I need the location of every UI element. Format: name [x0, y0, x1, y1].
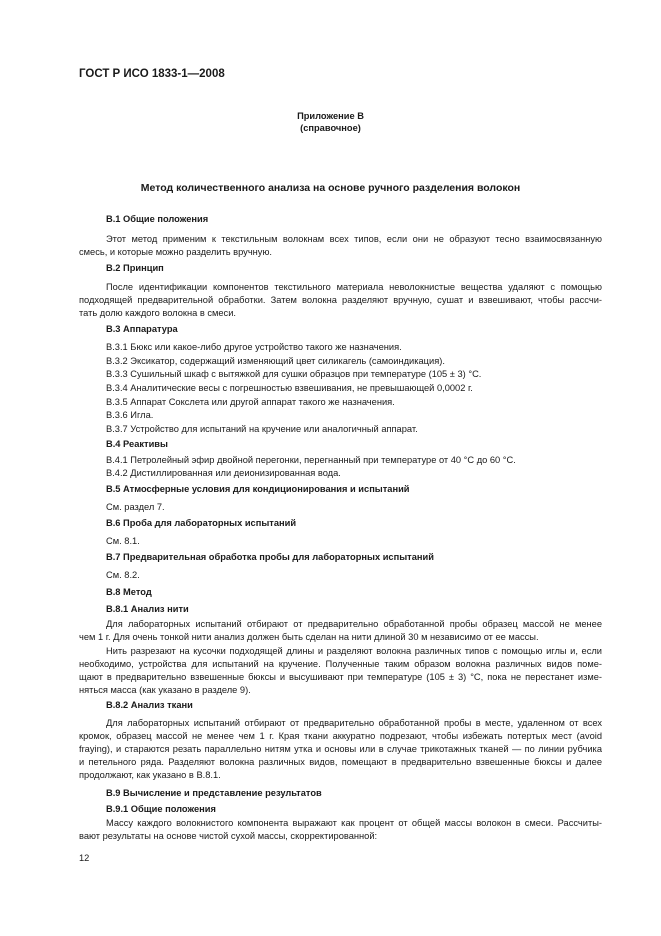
- subsection-heading: В.9.1 Общие положения: [106, 804, 216, 814]
- paragraph-line: Для лабораторных испытаний отбирают от предварительно обработанной пробы в месте, удаленном от всех: [106, 718, 602, 728]
- list-item: В.3.4 Аналитические весы с погрешностью взвешивания, не превышающей 0,0002 г.: [106, 383, 473, 393]
- section-heading: В.3 Аппаратура: [106, 324, 178, 334]
- section-heading: В.1 Общие положения: [106, 214, 209, 224]
- list-item: В.3.1 Бюкс или какое-либо другое устройство такого же назначения.: [106, 342, 402, 352]
- reference-text: См. 8.1.: [106, 536, 140, 546]
- paragraph-line: Для лабораторных испытаний отбирают от предварительно обработанной пробы образец массой не менее: [106, 619, 602, 629]
- paragraph-line: подходящей предварительной обработки. Затем волокна разделяют вручную, сушат и взвешивают, чтобы рассчи-: [79, 295, 602, 305]
- paragraph-line: необходимо, устройства для испытаний на кручение. Полученные таким образом волокна различных видов поме-: [79, 659, 602, 669]
- list-item: В.3.3 Сушильный шкаф с вытяжкой для сушки образцов при температуре (105 ± 3) °С.: [106, 369, 482, 379]
- annex-title: Приложение В: [297, 111, 364, 121]
- paragraph-line: щают в предварительно взвешенные бюксы и высушивают при температуре (105 ± 3) °С, пока не перестанет изме-: [79, 672, 602, 682]
- list-item: В.4.2 Дистиллированная или деионизированная вода.: [106, 468, 341, 478]
- paragraph-line: Массу каждого волокнистого компонента выражают как процент от общей массы волокон в смеси. Рассчиты-: [106, 818, 602, 828]
- paragraph-line: чем 1 г. Для очень тонкой нити анализ должен быть сделан на нити длиной 30 м независимо от ее массы.: [79, 632, 539, 642]
- document-title: Метод количественного анализа на основе ручного разделения волокон: [140, 182, 521, 194]
- paragraph-line: После идентификации компонентов текстильного материала неволокнистые вещества удаляют с помощью: [106, 282, 602, 292]
- annex-subtitle: (справочное): [300, 123, 361, 133]
- paragraph-line: Нить разрезают на кусочки подходящей длины и разделяют волокна различных типов с помощью иглы и, если: [106, 646, 602, 656]
- document-id-header: ГОСТ Р ИСО 1833-1—2008: [79, 68, 225, 80]
- paragraph-line: кромок, образец массой не менее чем 1 г. Края ткани аккуратно подрезают, чтобы избежать потертых мест (avoid: [79, 731, 602, 741]
- reference-text: См. 8.2.: [106, 570, 140, 580]
- section-heading: В.7 Предварительная обработка пробы для лабораторных испытаний: [106, 552, 434, 562]
- paragraph-line: и петельного ряда. Разделяют волокна различных видов, помещают в предварительно взвешенные бюксы и далее: [79, 757, 602, 767]
- reference-text: См. раздел 7.: [106, 502, 165, 512]
- section-heading: В.9 Вычисление и представление результатов: [106, 788, 322, 798]
- paragraph-line: вают результаты на основе чистой сухой массы, скорректированной:: [79, 831, 378, 841]
- section-heading: В.4 Реактивы: [106, 439, 168, 449]
- section-heading: В.5 Атмосферные условия для кондиционирования и испытаний: [106, 484, 410, 494]
- page-number: 12: [79, 853, 90, 863]
- list-item: В.3.6 Игла.: [106, 410, 154, 420]
- paragraph-line: тать долю каждого волокна в смеси.: [79, 308, 236, 318]
- paragraph-line: fraying), и стараются резать параллельно нитям утка и основы или в случае трикотажных тканей — по линии рубчика: [79, 744, 602, 754]
- section-heading: В.6 Проба для лабораторных испытаний: [106, 518, 297, 528]
- subsection-heading: В.8.2 Анализ ткани: [106, 700, 193, 710]
- paragraph-line: Этот метод применим к текстильным волокнам всех типов, если они не образуют тесно взаимосвязанную: [106, 234, 602, 244]
- list-item: В.3.5 Аппарат Сокслета или другой аппарат такого же назначения.: [106, 397, 395, 407]
- list-item: В.3.7 Устройство для испытаний на кручение или аналогичный аппарат.: [106, 424, 418, 434]
- paragraph-line: продолжают, как указано в В.8.1.: [79, 770, 221, 780]
- paragraph-line: няться масса (как указано в разделе 9).: [79, 685, 251, 695]
- paragraph-line: смесь, и которые можно разделить вручную.: [79, 247, 272, 257]
- section-heading: В.8 Метод: [106, 587, 152, 597]
- subsection-heading: В.8.1 Анализ нити: [106, 604, 189, 614]
- section-heading: В.2 Принцип: [106, 263, 164, 273]
- list-item: В.4.1 Петролейный эфир двойной перегонки, перегнанный при температуре от 40 °С до 60 °С.: [106, 455, 516, 465]
- list-item: В.3.2 Эксикатор, содержащий изменяющий цвет силикагель (самоиндикация).: [106, 356, 445, 366]
